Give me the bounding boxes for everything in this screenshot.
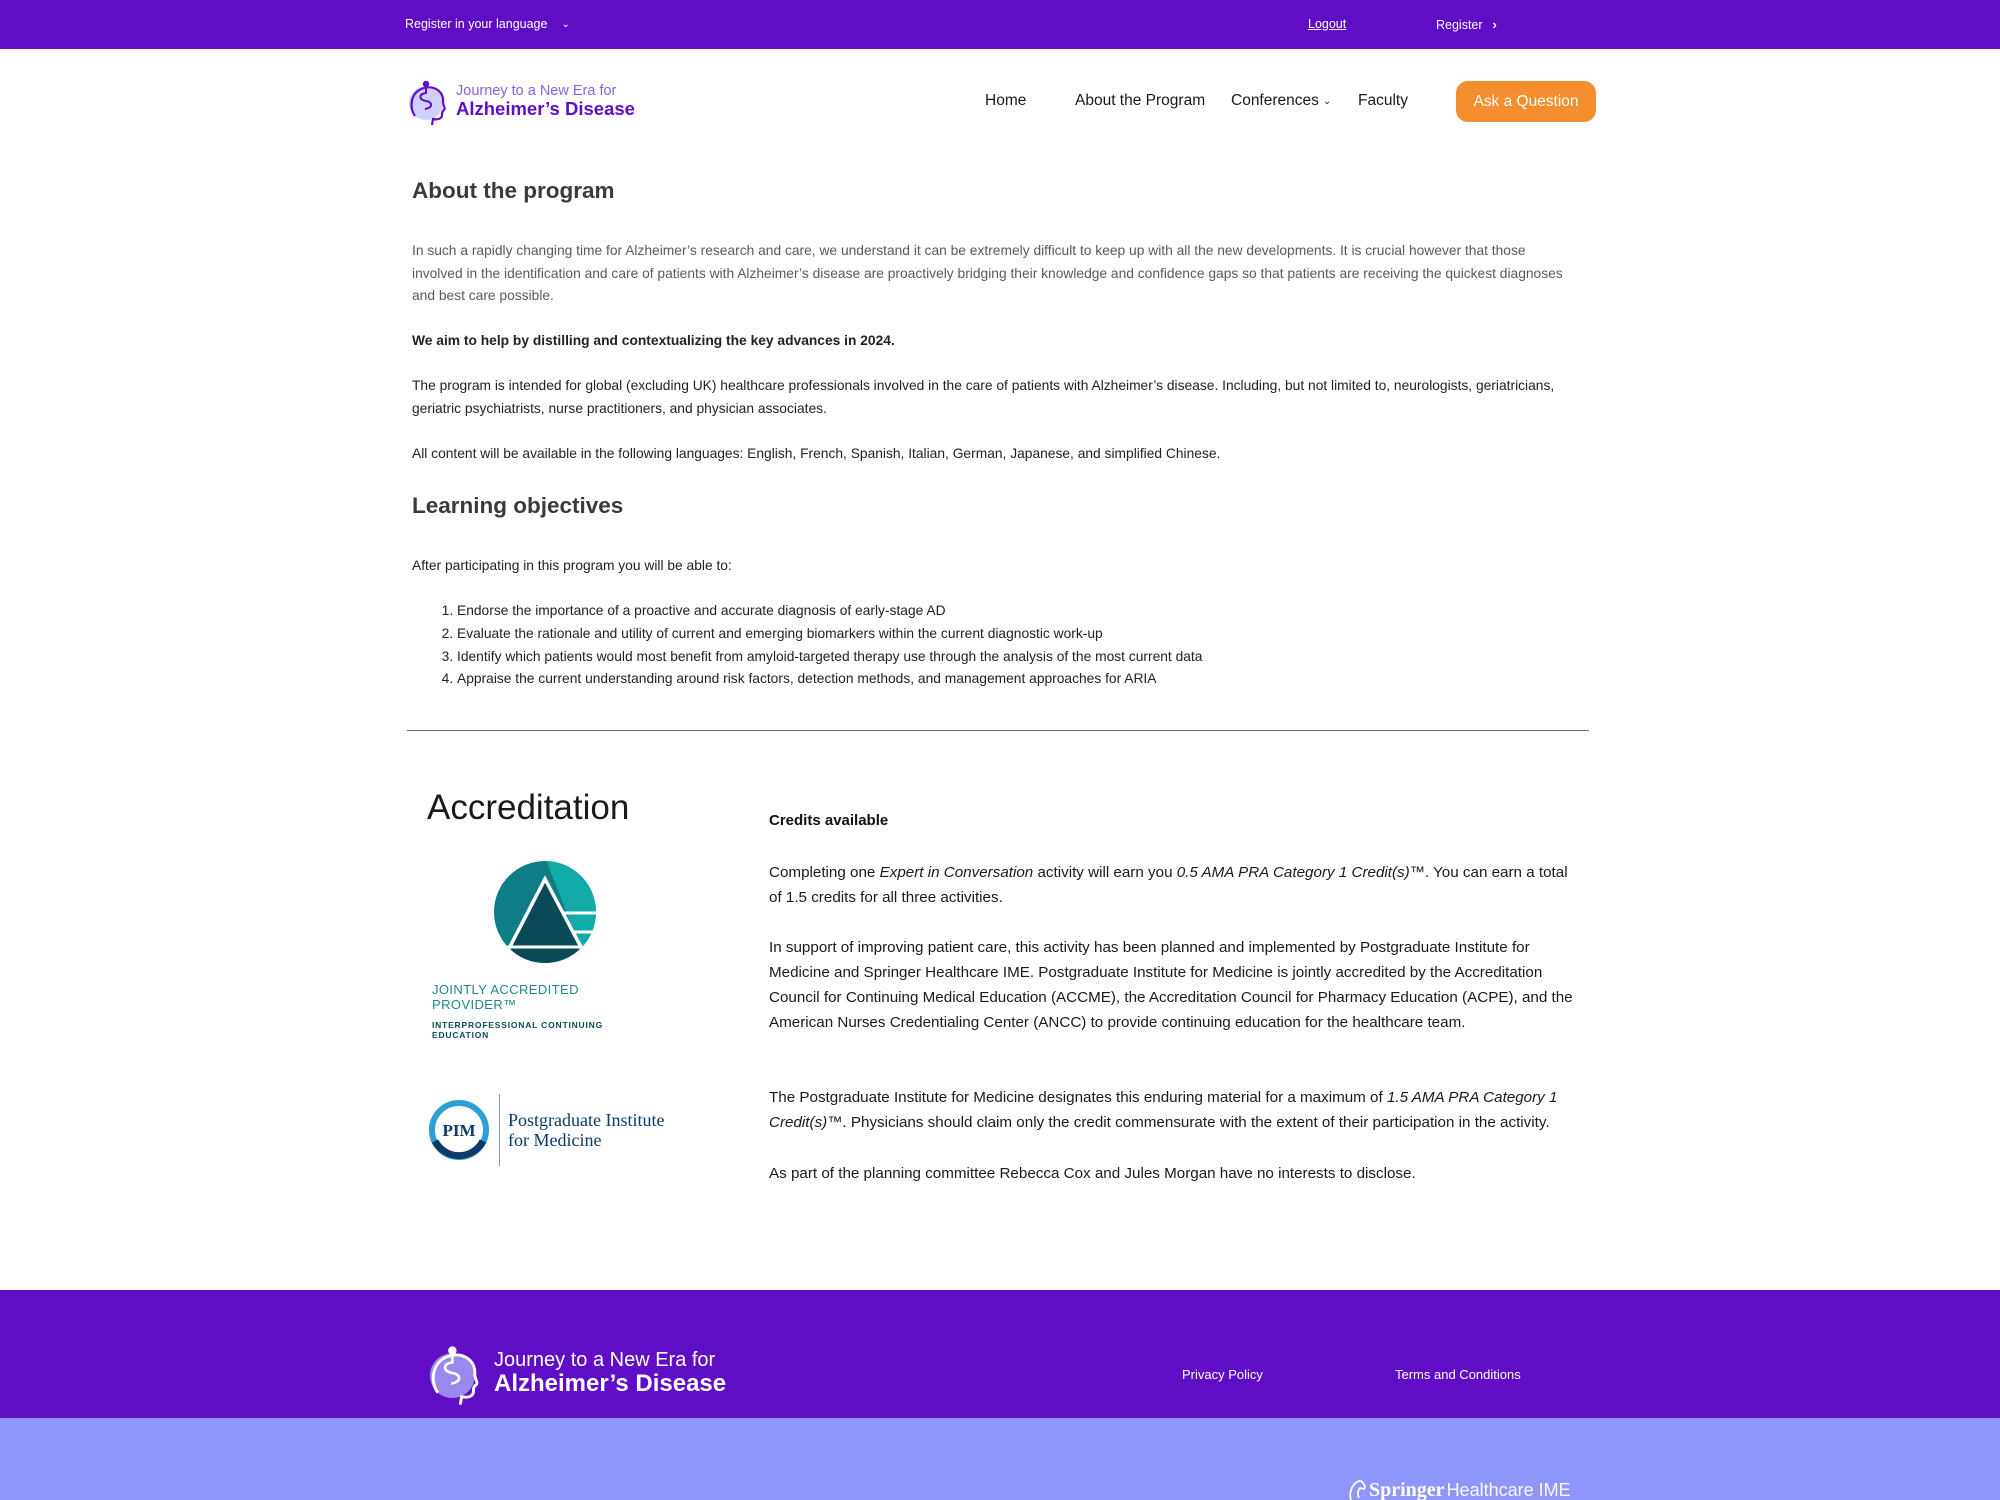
springer-healthcare-logo [1345,1478,1571,1500]
register-link[interactable] [1436,17,1497,32]
disclosure-statement: As part of the planning committee Rebecca Cox and Jules Morgan have no interests to disclose. [769,1165,1416,1182]
nav-conferences-label: Conferences [1231,92,1319,109]
language-selector[interactable] [405,17,570,31]
nav-faculty[interactable]: Faculty [1358,92,1408,109]
main-header [0,49,2000,153]
pim-name-line2: for Medicine [508,1130,602,1150]
objective-item: 1. Endorse the importance of a proactive and accurate diagnosis of early-stage AD [457,600,1202,623]
footer-brand-line2: Alzheimer’s Disease [494,1370,727,1397]
head-logo-icon [406,76,450,126]
pim-logo [428,1094,664,1166]
logout-link[interactable]: Logout [1308,17,1347,31]
footer-logo[interactable] [426,1340,726,1406]
chevron-down-icon: ⌄ [1322,95,1332,107]
language-label: Register in your language [405,17,548,31]
footer-brand-line1: Journey to a New Era for [494,1349,716,1371]
site-footer [0,1290,2000,1418]
terms-link[interactable]: Terms and Conditions [1395,1367,1521,1382]
chevron-right-icon: › [1492,17,1497,32]
head-logo-icon [426,1340,484,1406]
credits-paragraph: Completing one Expert in Conversation activity will earn you 0.5 AMA PRA Category 1 Credit(s)™. You can earn a total of 1.5 credits for all three activities. [769,864,1568,906]
pim-name-line1: Postgraduate Institute [508,1110,665,1130]
section-divider [407,730,1589,731]
springer-horse-icon [1345,1478,1369,1500]
nav-conferences[interactable] [1231,92,1331,110]
about-aim: We aim to help by distilling and contextualizing the key advances in 2024. [412,333,895,348]
brand-line2: Alzheimer’s Disease [456,98,635,119]
about-languages: All content will be available in the following languages: English, French, Spanish, Italian, German, Japanese, and simplified Chinese. [412,446,1221,461]
privacy-policy-link[interactable]: Privacy Policy [1182,1367,1263,1382]
objectives-list [412,600,1202,691]
pim-divider [499,1094,500,1166]
pim-abbr: PIM [442,1121,476,1140]
credit-designation-statement: The Postgraduate Institute for Medicine designates this enduring material for a maximum of 1.5 AMA PRA Category 1 Credit(s)™. Physicians should claim only the credit commensurate with the extent of their participation in the activity. [769,1089,1558,1131]
brand-line1: Journey to a New Era for [456,83,617,99]
sub-footer [0,1418,2000,1500]
chevron-down-icon: ⌄ [561,18,570,30]
top-bar [0,0,2000,49]
objective-item: 3. Identify which patients would most benefit from amyloid-targeted therapy use through the analysis of the most current data [457,646,1202,669]
register-label: Register [1436,17,1483,32]
about-intro: In such a rapidly changing time for Alzheimer’s research and care, we understand it can be extremely difficult to keep up with all the new developments. It is crucial however that those involved in the identification and care of patients with Alzheimer’s disease are proactively bridging their knowledge and confidence gaps so that patients are receiving the quickest diagnoses and best care possible. [412,243,1563,304]
jap-triangle-icon [432,857,662,967]
jap-title: JOINTLY ACCREDITED PROVIDER™ [432,982,579,1012]
ask-question-button[interactable]: Ask a Question [1456,81,1596,122]
objective-item: 4. Appraise the current understanding around risk factors, detection methods, and management approaches for ARIA [457,668,1202,691]
nav-home[interactable]: Home [985,92,1027,109]
nav-about-program[interactable]: About the Program [1075,92,1206,109]
learning-heading: Learning objectives [412,493,624,518]
accreditation-heading: Accreditation [427,788,630,827]
jointly-accredited-provider-logo [432,857,662,1040]
pim-circle-icon [428,1099,490,1161]
about-intended-audience: The program is intended for global (excluding UK) healthcare professionals involved in the care of patients with Alzheimer’s disease. Including, but not limited to, neurologists, geriatricians, geriatric psychiatrists, nurse practitioners, and physician associates. [412,378,1555,416]
objective-item: 2. Evaluate the rationale and utility of current and emerging biomarkers within the current diagnostic work-up [457,623,1202,646]
joint-accreditation-statement: In support of improving patient care, this activity has been planned and implemented by Postgraduate Institute for Medicine and Springer Healthcare IME. Postgraduate Institute for Medicine is jointly accredited by the Accreditation Council for Continuing Medical Education (ACCME), the Accreditation Council for Pharmacy Education (ACPE), and the American Nurses Credentialing Center (ANCC) to provide continuing education for the healthcare team. [769,939,1573,1031]
learning-intro: After participating in this program you will be able to: [412,558,732,573]
jap-subtitle: INTERPROFESSIONAL CONTINUING EDUCATION [432,1020,604,1040]
credits-title: Credits available [769,812,889,829]
site-logo[interactable] [406,76,635,126]
springer-bold: Springer [1369,1478,1445,1500]
springer-light: Healthcare IME [1446,1479,1571,1500]
about-heading: About the program [412,178,615,203]
